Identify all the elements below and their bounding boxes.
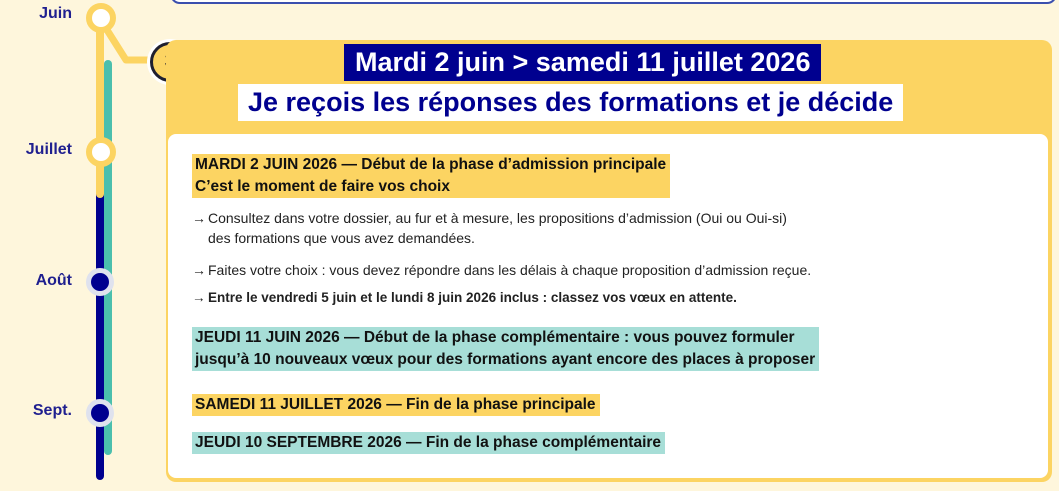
timeline-dot-juin	[86, 3, 116, 33]
arrow-icon: →	[192, 210, 206, 226]
step-title: Je reçois les réponses des formations et je décide	[238, 84, 903, 121]
month-label-juillet: Juillet	[25, 141, 72, 158]
previous-step-card	[170, 0, 1057, 4]
month-label-juin: Juin	[39, 5, 72, 22]
main-phase-line1: MARDI 2 JUIN 2026 — Début de la phase d’admission principale	[195, 156, 667, 173]
bullet-consult	[192, 208, 787, 248]
bullet-waitlist	[192, 288, 737, 308]
complementary-phase-line1: JEUDI 11 JUIN 2026 — Début de la phase complémentaire : vous pouvez formuler	[195, 329, 795, 346]
timeline-line-navy	[96, 180, 104, 480]
timeline-dot-aout	[86, 268, 114, 296]
complementary-phase-start	[192, 327, 819, 371]
bullet-waitlist-text: Entre le vendredi 5 juin et le lundi 8 juin 2026 inclus : classez vos vœux en attente.	[208, 290, 737, 305]
main-phase-end: SAMEDI 11 JUILLET 2026 — Fin de la phase principale	[192, 394, 600, 416]
month-label-sept: Sept.	[32, 402, 72, 419]
main-phase-line2: C’est le moment de faire vos choix	[195, 178, 450, 195]
bullet-consult-line2: des formations que vous avez demandées.	[208, 230, 475, 246]
month-label-aout: Août	[35, 272, 72, 289]
main-phase-start	[192, 154, 670, 198]
arrow-icon: →	[192, 290, 206, 305]
timeline-dot-sept	[86, 399, 114, 427]
step-date-range: Mardi 2 juin > samedi 11 juillet 2026	[344, 44, 821, 81]
bullet-consult-line1: Consultez dans votre dossier, au fur et à mesure, les propositions d’admission (Oui ou Oui-si)	[208, 210, 787, 226]
step-card-header	[166, 40, 1052, 140]
step-card	[166, 40, 1052, 482]
timeline-dot-juillet	[86, 137, 116, 167]
bullet-choose-text: Faites votre choix : vous devez répondre dans les délais à chaque proposition d’admission reçue.	[208, 262, 812, 278]
bullet-choose	[192, 260, 811, 280]
timeline-line-teal	[104, 60, 112, 455]
complementary-phase-end: JEUDI 10 SEPTEMBRE 2026 — Fin de la phase complémentaire	[192, 432, 665, 454]
complementary-phase-line2: jusqu’à 10 nouveaux vœux pour des formations ayant encore des places à proposer	[195, 351, 816, 368]
step-card-body	[168, 134, 1048, 478]
arrow-icon: →	[192, 262, 206, 278]
